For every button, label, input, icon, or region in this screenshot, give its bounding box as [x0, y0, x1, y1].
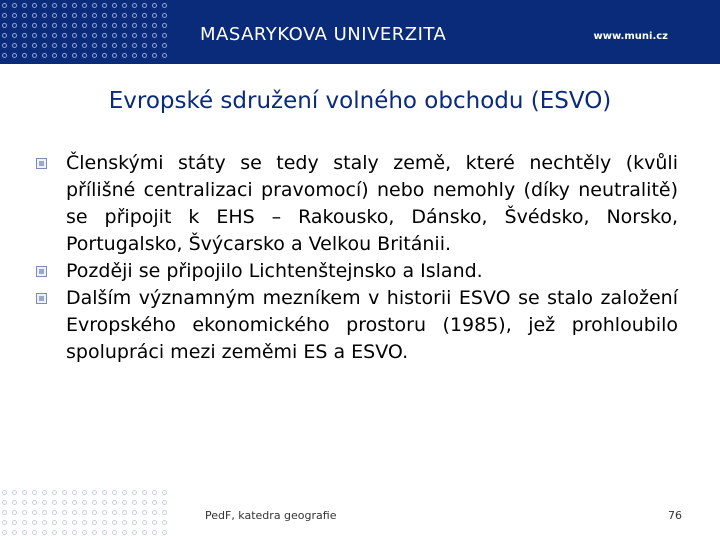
pattern-dot: [162, 43, 167, 48]
pattern-dot: [12, 23, 17, 28]
pattern-dot: [142, 53, 147, 58]
pattern-dot: [102, 500, 107, 505]
pattern-dot: [52, 530, 57, 535]
pattern-dot: [132, 13, 137, 18]
pattern-dot: [132, 3, 137, 8]
pattern-dot: [52, 510, 57, 515]
pattern-dot: [22, 490, 27, 495]
pattern-dot: [82, 530, 87, 535]
pattern-dot: [42, 53, 47, 58]
pattern-dot: [42, 33, 47, 38]
pattern-dot: [82, 500, 87, 505]
pattern-dot: [42, 500, 47, 505]
pattern-dot: [112, 530, 117, 535]
pattern-dot: [152, 23, 157, 28]
pattern-dot: [72, 500, 77, 505]
pattern-dot: [42, 13, 47, 18]
pattern-dot: [152, 500, 157, 505]
pattern-dot: [42, 3, 47, 8]
pattern-dot: [102, 53, 107, 58]
footer-text: PedF, katedra geografie: [205, 509, 337, 522]
pattern-dot: [62, 23, 67, 28]
pattern-dot: [122, 490, 127, 495]
pattern-dot: [52, 33, 57, 38]
pattern-dot: [82, 23, 87, 28]
pattern-dot: [112, 490, 117, 495]
pattern-dot: [122, 23, 127, 28]
pattern-dot: [2, 43, 7, 48]
pattern-dot: [52, 53, 57, 58]
pattern-dot: [22, 510, 27, 515]
pattern-dot: [32, 13, 37, 18]
pattern-dot: [2, 530, 7, 535]
pattern-dot: [132, 53, 137, 58]
pattern-dot: [142, 13, 147, 18]
pattern-dot: [12, 520, 17, 525]
pattern-dot: [162, 33, 167, 38]
slide-title: Evropské sdružení volného obchodu (ESVO): [108, 88, 612, 114]
bullet-icon: [36, 158, 47, 169]
pattern-dot: [92, 13, 97, 18]
pattern-dot: [2, 33, 7, 38]
pattern-dot: [52, 490, 57, 495]
pattern-dot: [42, 530, 47, 535]
bullet-item: [36, 285, 678, 366]
pattern-dot: [152, 3, 157, 8]
pattern-dot: [162, 13, 167, 18]
pattern-dot: [132, 490, 137, 495]
pattern-dot: [2, 510, 7, 515]
bullet-list: [36, 150, 678, 366]
pattern-dot: [92, 530, 97, 535]
pattern-dot: [12, 3, 17, 8]
pattern-dot: [52, 23, 57, 28]
pattern-dot: [12, 500, 17, 505]
pattern-dot: [132, 520, 137, 525]
header-bar: [0, 0, 720, 64]
pattern-dot: [82, 520, 87, 525]
pattern-dot: [102, 33, 107, 38]
pattern-dot: [62, 520, 67, 525]
pattern-dot: [42, 510, 47, 515]
logo-dot-pattern: [0, 0, 172, 67]
pattern-dot: [112, 43, 117, 48]
pattern-dot: [92, 3, 97, 8]
pattern-dot: [112, 520, 117, 525]
pattern-dot: [62, 43, 67, 48]
pattern-dot: [12, 33, 17, 38]
pattern-dot: [42, 520, 47, 525]
pattern-dot: [62, 13, 67, 18]
pattern-dot: [92, 500, 97, 505]
pattern-dot: [12, 510, 17, 515]
pattern-dot: [52, 500, 57, 505]
pattern-dot: [112, 53, 117, 58]
page-number: 76: [668, 509, 682, 522]
pattern-dot: [12, 53, 17, 58]
pattern-dot: [142, 530, 147, 535]
pattern-dot: [102, 43, 107, 48]
pattern-dot: [22, 530, 27, 535]
pattern-dot: [132, 33, 137, 38]
pattern-dot: [142, 43, 147, 48]
pattern-dot: [152, 13, 157, 18]
pattern-dot: [122, 43, 127, 48]
pattern-dot: [112, 510, 117, 515]
pattern-dot: [102, 13, 107, 18]
pattern-dot: [102, 490, 107, 495]
pattern-dot: [132, 500, 137, 505]
pattern-dot: [62, 500, 67, 505]
pattern-dot: [152, 510, 157, 515]
pattern-dot: [152, 490, 157, 495]
pattern-dot: [162, 23, 167, 28]
pattern-dot: [102, 520, 107, 525]
pattern-dot: [22, 3, 27, 8]
pattern-dot: [32, 490, 37, 495]
pattern-dot: [92, 43, 97, 48]
pattern-dot: [12, 530, 17, 535]
pattern-dot: [142, 3, 147, 8]
pattern-dot: [92, 490, 97, 495]
university-name: MASARYKOVA UNIVERZITA: [200, 24, 447, 45]
pattern-dot: [112, 33, 117, 38]
pattern-dot: [22, 53, 27, 58]
pattern-dot: [92, 520, 97, 525]
pattern-dot: [72, 53, 77, 58]
pattern-dot: [72, 520, 77, 525]
pattern-dot: [162, 53, 167, 58]
pattern-dot: [32, 23, 37, 28]
pattern-dot: [72, 490, 77, 495]
pattern-dot: [2, 490, 7, 495]
pattern-dot: [102, 530, 107, 535]
pattern-dot: [32, 530, 37, 535]
pattern-dot: [142, 500, 147, 505]
pattern-dot: [162, 530, 167, 535]
pattern-dot: [22, 500, 27, 505]
pattern-dot: [132, 510, 137, 515]
pattern-dot: [22, 13, 27, 18]
pattern-dot: [92, 510, 97, 515]
pattern-dot: [72, 33, 77, 38]
pattern-dot: [122, 510, 127, 515]
pattern-dot: [32, 33, 37, 38]
pattern-dot: [72, 13, 77, 18]
pattern-dot: [22, 33, 27, 38]
pattern-dot: [112, 13, 117, 18]
pattern-dot: [72, 510, 77, 515]
pattern-dot: [102, 3, 107, 8]
pattern-dot: [32, 53, 37, 58]
bullet-item: [36, 150, 678, 258]
pattern-dot: [122, 500, 127, 505]
pattern-dot: [42, 490, 47, 495]
pattern-dot: [112, 3, 117, 8]
pattern-dot: [102, 23, 107, 28]
pattern-dot: [2, 53, 7, 58]
pattern-dot: [62, 3, 67, 8]
pattern-dot: [92, 53, 97, 58]
pattern-dot: [32, 520, 37, 525]
pattern-dot: [82, 43, 87, 48]
pattern-dot: [152, 43, 157, 48]
pattern-dot: [52, 520, 57, 525]
pattern-dot: [62, 530, 67, 535]
pattern-dot: [52, 13, 57, 18]
pattern-dot: [62, 510, 67, 515]
pattern-dot: [22, 23, 27, 28]
pattern-dot: [62, 33, 67, 38]
pattern-dot: [152, 520, 157, 525]
bullet-icon: [36, 293, 47, 304]
pattern-dot: [132, 23, 137, 28]
pattern-dot: [72, 530, 77, 535]
pattern-dot: [62, 53, 67, 58]
pattern-dot: [122, 530, 127, 535]
pattern-dot: [2, 13, 7, 18]
pattern-dot: [22, 43, 27, 48]
pattern-dot: [72, 23, 77, 28]
pattern-dot: [12, 13, 17, 18]
pattern-dot: [132, 530, 137, 535]
pattern-dot: [162, 490, 167, 495]
pattern-dot: [52, 43, 57, 48]
pattern-dot: [22, 520, 27, 525]
pattern-dot: [132, 43, 137, 48]
pattern-dot: [122, 520, 127, 525]
pattern-dot: [92, 33, 97, 38]
pattern-dot: [162, 510, 167, 515]
pattern-dot: [32, 3, 37, 8]
pattern-dot: [2, 23, 7, 28]
pattern-dot: [92, 23, 97, 28]
pattern-dot: [142, 520, 147, 525]
university-url[interactable]: www.muni.cz: [593, 31, 668, 42]
pattern-dot: [82, 33, 87, 38]
pattern-dot: [72, 3, 77, 8]
pattern-dot: [152, 33, 157, 38]
bullet-icon: [36, 266, 47, 277]
bullet-text: Členskými státy se tedy staly země, které nechtěly (kvůli přílišné centralizaci pravomocí) nebo nemohly (díky neutralitě) se připojit k EHS – Rakousko, Dánsko, Švédsko, Norsko, Portugalsko, Švýcarsko a Velkou Británii.: [66, 152, 678, 255]
pattern-dot: [162, 500, 167, 505]
pattern-dot: [2, 520, 7, 525]
pattern-dot: [142, 33, 147, 38]
pattern-dot: [122, 53, 127, 58]
pattern-dot: [32, 510, 37, 515]
pattern-dot: [122, 33, 127, 38]
pattern-dot: [12, 490, 17, 495]
pattern-dot: [82, 510, 87, 515]
pattern-dot: [12, 43, 17, 48]
pattern-dot: [152, 530, 157, 535]
pattern-dot: [82, 53, 87, 58]
pattern-dot: [152, 53, 157, 58]
pattern-dot: [122, 13, 127, 18]
pattern-dot: [32, 500, 37, 505]
bullet-item: [36, 258, 678, 285]
pattern-dot: [62, 490, 67, 495]
pattern-dot: [82, 490, 87, 495]
pattern-dot: [82, 13, 87, 18]
bullet-text: Později se připojilo Lichtenštejnsko a Island.: [66, 260, 483, 282]
pattern-dot: [32, 43, 37, 48]
pattern-dot: [42, 23, 47, 28]
pattern-dot: [142, 490, 147, 495]
pattern-dot: [82, 3, 87, 8]
pattern-dot: [142, 23, 147, 28]
pattern-dot: [112, 500, 117, 505]
pattern-dot: [2, 3, 7, 8]
pattern-dot: [162, 520, 167, 525]
pattern-dot: [42, 43, 47, 48]
pattern-dot: [72, 43, 77, 48]
pattern-dot: [2, 500, 7, 505]
bullet-text: Dalším významným mezníkem v historii ESVO se stalo založení Evropského ekonomického prostoru (1985), jež prohloubilo spolupráci mezi zeměmi ES a ESVO.: [66, 287, 678, 363]
pattern-dot: [162, 3, 167, 8]
pattern-dot: [52, 3, 57, 8]
pattern-dot: [122, 3, 127, 8]
pattern-dot: [112, 23, 117, 28]
pattern-dot: [102, 510, 107, 515]
footer-dot-pattern: [0, 490, 172, 540]
pattern-dot: [142, 510, 147, 515]
